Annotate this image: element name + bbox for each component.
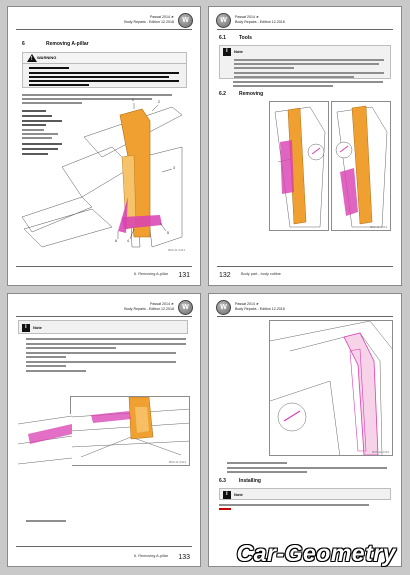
figure-code: B00-11 0411 — [168, 248, 185, 252]
callout-5: 5 — [167, 231, 169, 235]
note-label: Note — [234, 49, 243, 54]
note-label: Note — [234, 492, 243, 497]
footer-rule — [16, 546, 192, 547]
section-title-tools: Tools — [239, 35, 252, 41]
note-box — [219, 488, 391, 500]
figure-code: B00-11 0415 — [372, 450, 389, 454]
note-box — [219, 45, 391, 79]
note-icon — [223, 48, 231, 56]
section-number: 6 — [22, 41, 25, 47]
figure-code: B00-11 0414 — [169, 460, 186, 464]
pillar-figure-right — [331, 101, 391, 231]
page-header: Passat 2014 ➤ Body Repairs - Edition 12.2018 — [124, 15, 174, 24]
page-number: 131 — [178, 272, 190, 279]
header-rule — [217, 29, 393, 30]
vw-logo-icon: W — [178, 300, 193, 315]
page-header: Passat 2014 ➤ Body Repairs - Edition 12.2018 — [235, 302, 285, 311]
callout-6: 6 — [115, 239, 117, 243]
manual-page-131 — [7, 6, 201, 286]
cutline-figure-left — [18, 414, 72, 474]
warning-box — [22, 52, 187, 88]
callout-2: 2 — [158, 100, 160, 104]
page-number: 133 — [178, 554, 190, 561]
footer-text: 6. Removing A-pillar — [134, 272, 168, 276]
a-pillar-illustration — [22, 97, 188, 253]
link-reference[interactable] — [219, 508, 231, 510]
page-number: 132 — [219, 272, 231, 279]
manual-page-134 — [208, 293, 402, 567]
figure-code: B00-11 0413 — [370, 225, 387, 229]
warning-label: WARNING — [37, 55, 57, 60]
note-icon — [22, 324, 30, 332]
section-number-removing: 6.2 — [219, 91, 226, 97]
manual-page-133 — [7, 293, 201, 567]
callout-3: 3 — [173, 166, 175, 170]
cutline-figure — [70, 396, 190, 466]
callout-4: 4 — [127, 239, 129, 243]
section-title: Removing A-pillar — [46, 41, 89, 47]
footer-text: Body part - body cutline — [241, 272, 281, 276]
page-header: Passat 2014 ➤ Body Repairs - Edition 12.2018 — [235, 15, 285, 24]
section-number-tools: 6.1 — [219, 35, 226, 41]
page-header: Passat 2014 ➤ Body Repairs - Edition 12.2018 — [124, 302, 174, 311]
footer-rule — [16, 266, 192, 267]
vw-logo-icon: W — [216, 13, 231, 28]
vw-logo-icon: W — [178, 13, 193, 28]
car-geometry-watermark: Car-Geometry — [236, 540, 396, 566]
note-box — [18, 320, 188, 334]
manual-page-132 — [208, 6, 402, 286]
a-pillar-figure — [22, 97, 188, 253]
header-rule — [217, 316, 393, 317]
section-title-removing: Removing — [239, 91, 264, 97]
pillar-figure-left — [269, 101, 329, 231]
header-rule — [16, 316, 192, 317]
header-rule — [16, 29, 192, 30]
note-icon — [223, 491, 231, 499]
section-title-installing: Installing — [239, 478, 261, 484]
vw-logo-icon: W — [216, 300, 231, 315]
footer-text: 6. Removing A-pillar — [134, 554, 168, 558]
warning-icon — [27, 54, 37, 62]
note-label: Note — [33, 325, 42, 330]
footer-rule — [217, 266, 393, 267]
section-number-installing: 6.3 — [219, 478, 226, 484]
pillar-installed-figure — [269, 320, 393, 456]
callout-1: 1 — [132, 98, 134, 102]
